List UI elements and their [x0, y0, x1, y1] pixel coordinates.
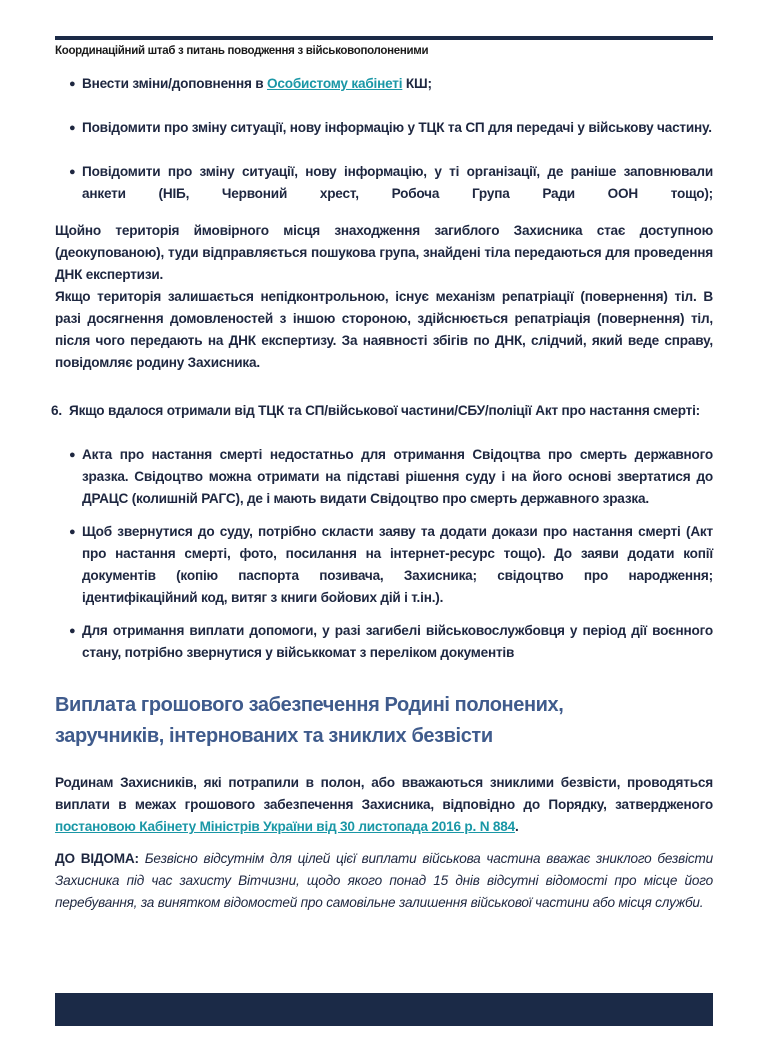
personal-cabinet-link[interactable]: Особистому кабінеті: [267, 76, 403, 91]
footer-bar: [55, 993, 713, 1026]
bullet-icon: ●: [69, 166, 76, 178]
notice-label: ДО ВІДОМА:: [55, 851, 139, 866]
list-item: ● Акта про настання смерті недостатньо для отримання Свідоцтва про смерть державного зразка. Свідоцтво можна отримати на підставі рішення суду і на його основі звертатися до ДРАЦС (колишній РАГС), де і мають видати Свідоцтво про смерть державного зразка.: [55, 444, 713, 510]
list-item: ● Щоб звернутися до суду, потрібно скласти заяву та додати докази про настання смерті (Акт про настання смерті, фото, посилання на інтернет-ресурс тощо). До заяви додати копії документів (копію паспорта позивача, Захисника; свідоцтво про народження; ідентифікаційний код, витяг з книги бойових дій і т.ін.).: [55, 521, 713, 609]
notice-paragraph: ДО ВІДОМА: Безвісно відсутнім для цілей цієї виплати військова частина вважає зниклого безвісти Захисника під час захисту Вітчизни, щодо якого понад 15 днів відсутні відомості про місце його перебування, за винятком відомостей про самовільне залишення військової частини або місця служби.: [55, 851, 713, 910]
bullet-icon: ●: [69, 625, 76, 637]
bullet-icon: ●: [69, 122, 76, 134]
list-item: ● Для отримання виплати допомоги, у разі загибелі військовослужбовця у період дії воєнного стану, потрібно звернутися у військкомат з переліком документів: [55, 620, 713, 664]
numbered-item-6: 6. Якщо вдалося отримали від ТЦК та СП/військової частини/СБУ/поліції Акт про настання смерті:: [55, 400, 713, 422]
running-head: Координаційний штаб з питань поводження з військовополоненими: [55, 45, 429, 57]
paragraph-payments: Родинам Захисників, які потрапили в полон, або вважаються зниклими безвісти, проводяться виплати в межах грошового забезпечення Захисника, відповідно до Порядку, затвердженого постановою Кабінету Міністрів України від 30 листопада 2016 р. N 884.: [55, 775, 713, 834]
list-item: ● Повідомити про зміну ситуації, нову інформацію у ТЦК та СП для передачі у військову частину.: [55, 117, 713, 139]
item-number: 6.: [51, 403, 62, 418]
paragraph-repatriation: Якщо територія залишається непідконтрольною, існує механізм репатріації (повернення) тіл. В разі досягнення домовленостей з іншою стороною, здійснюється репатріація (повернення) тіл, після чого передають на ДНК експертизу. За наявності збігів по ДНК, слідчий, який веде справу, повідомляє родину Захисника.: [55, 289, 713, 370]
paragraph-search-group: Щойно територія ймовірного місця знаходження загиблого Захисника стає доступною (деокупованою), туди відправляється пошукова група, знайдені тіла передаються для проведення ДНК експертизи.: [55, 223, 713, 282]
section-heading: Виплата грошового забезпечення Родині полонених, заручників, інтернованих та зниклих безвісти: [55, 694, 564, 747]
list-item: ● Внести зміни/доповнення в Особистому кабінеті КШ;: [55, 73, 713, 95]
document-body: [51, 70, 713, 914]
bullet-icon: ●: [69, 78, 76, 90]
cabinet-resolution-link[interactable]: постановою Кабінету Міністрів України від 30 листопада 2016 р. N 884: [55, 819, 515, 834]
list-item: ● Повідомити про зміну ситуації, нову інформацію, у ті організації, де раніше заповнювали анкети (НІБ, Червоний хрест, Робоча Група Ради ООН тощо);: [55, 161, 713, 205]
header-rule: [55, 36, 713, 40]
bullet-icon: ●: [69, 526, 76, 538]
bullet-icon: ●: [69, 449, 76, 461]
